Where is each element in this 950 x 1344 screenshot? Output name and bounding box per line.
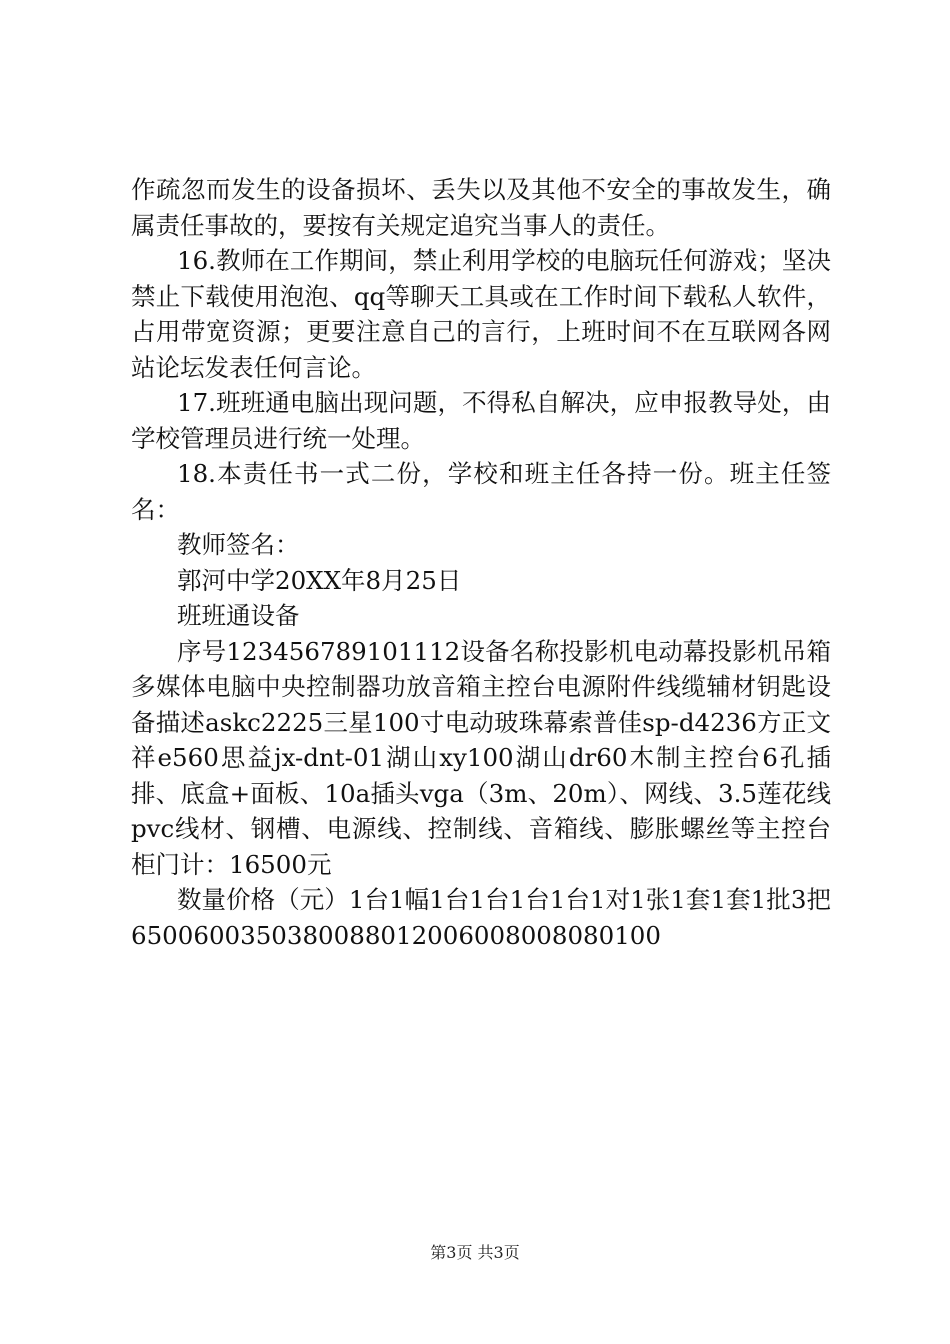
paragraph-2: 16.教师在工作期间，禁止利用学校的电脑玩任何游戏；坚决禁止下载使用泡泡、qq等聊天工具或在工作时间下载私人软件，占用带宽资源；更要注意自己的言行，上班时间不在互联网各网站论坛发表任何言论。 — [131, 246, 831, 382]
school-date-line: 郭河中学20XX年8月25日 — [177, 565, 462, 595]
paragraph-4: 18.本责任书一式二份，学校和班主任各持一份。班主任签名： — [131, 459, 831, 524]
quantity-price-paragraph: 数量价格（元）1台1幅1台1台1台1台1对1张1套1套1批3把6500600350380088012006008008080100 — [131, 885, 831, 950]
teacher-signature-line: 教师签名： — [177, 530, 300, 559]
paragraph-1: 作疏忽而发生的设备损坏、丢失以及其他不安全的事故发生，确属责任事故的，要按有关规定追究当事人的责任。 — [131, 175, 831, 240]
equipment-list-paragraph: 序号123456789101112设备名称投影机电动幕投影机吊箱多媒体电脑中央控制器功放音箱主控台电源附件线缆辅材钥匙设备描述askc2225三星100寸电动玻珠幕索普佳sp-d4236方正文祥e560思益jx-dnt-01湖山xy100湖山dr60木制主控台6孔插排、底盒+面板、10a插头vga（3m、20m）、网线、3.5莲花线pvc线材、钢槽、电源线、控制线、音箱线、膨胀螺丝等主控台柜门计：16500元 — [131, 636, 831, 879]
page-number: 第3页 — [430, 1243, 473, 1262]
page-footer — [0, 1243, 950, 1263]
page-total: 共3页 — [477, 1243, 520, 1262]
section-heading: 班班通设备 — [177, 601, 300, 630]
document-body — [131, 172, 831, 953]
paragraph-3: 17.班班通电脑出现问题，不得私自解决，应申报教导处，由学校管理员进行统一处理。 — [131, 388, 831, 453]
